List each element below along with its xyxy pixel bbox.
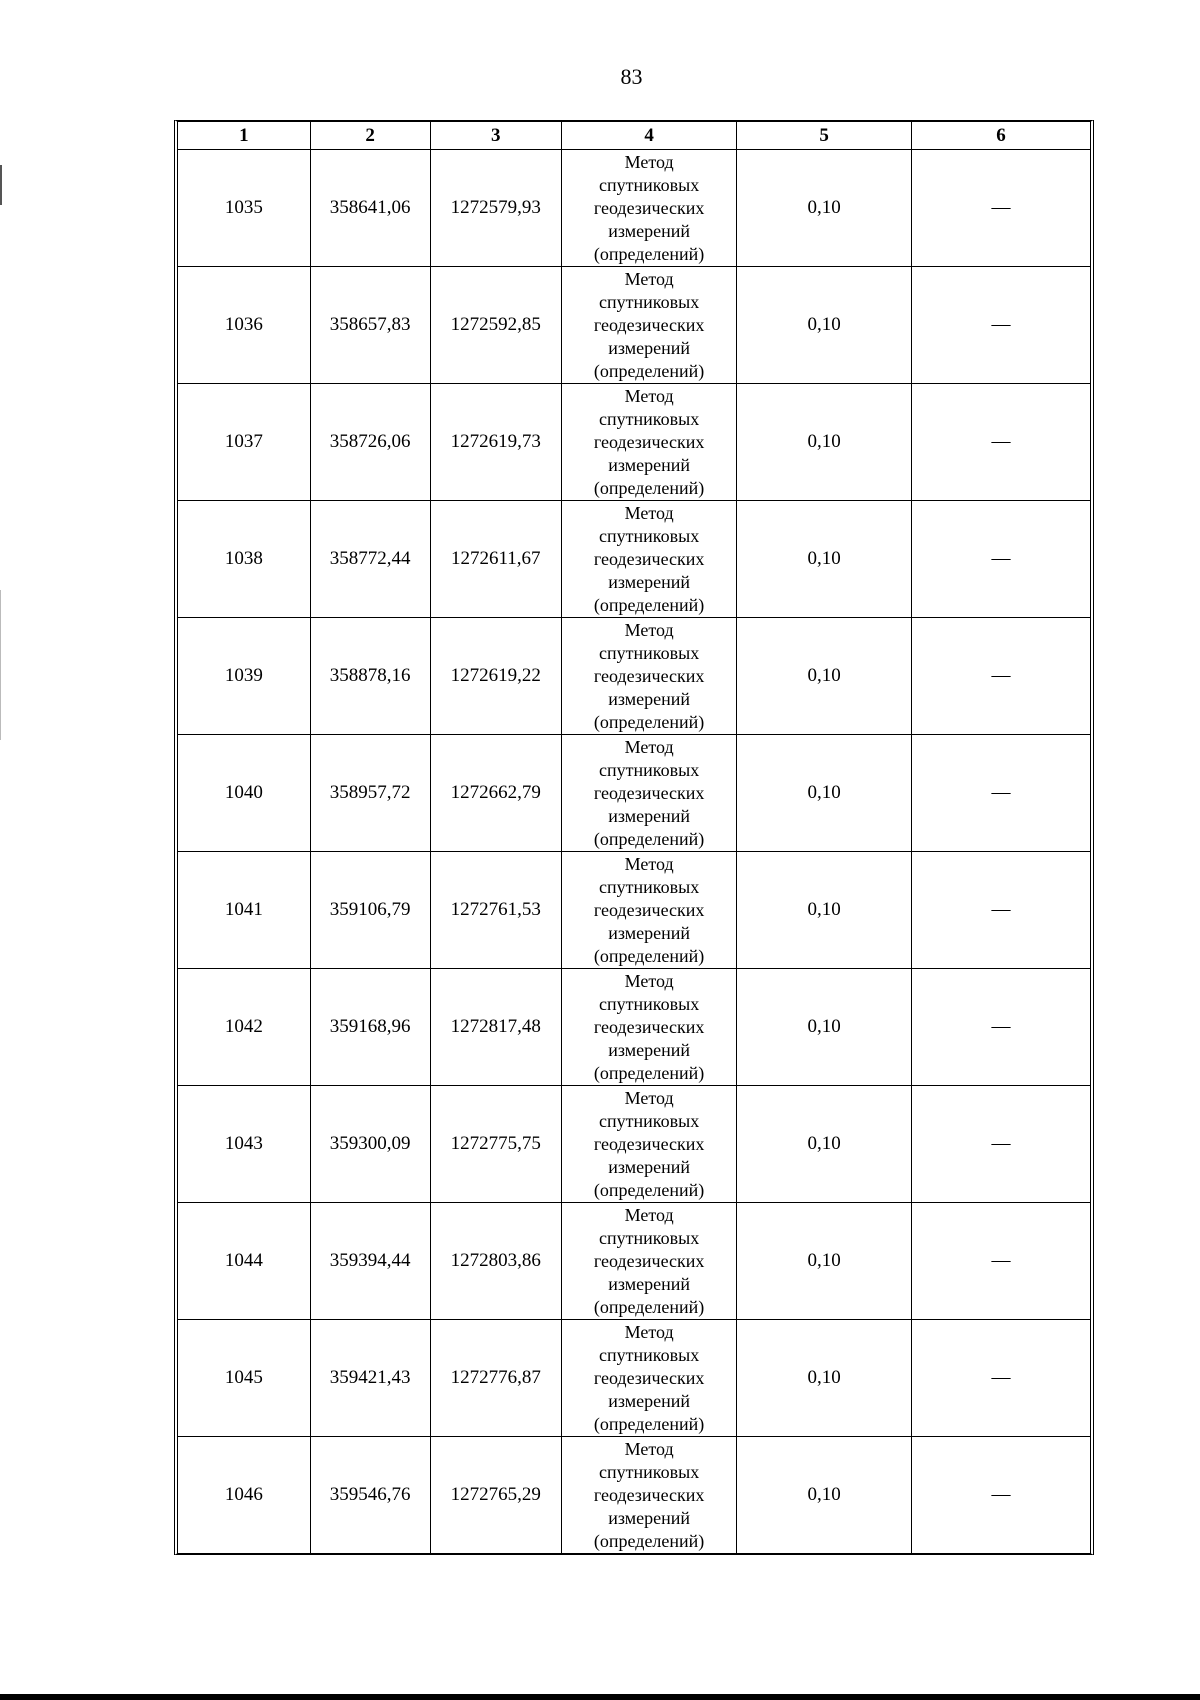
y-coordinate-cell: 1272619,22: [430, 618, 561, 735]
table-row: [178, 1203, 1090, 1320]
header-col-4: 4: [561, 122, 737, 150]
method-line: спутниковых: [599, 408, 700, 429]
accuracy-cell: 0,10: [737, 1320, 912, 1437]
method-line: измерений: [608, 571, 690, 592]
method-line: измерений: [608, 922, 690, 943]
x-coordinate-cell: 358957,72: [310, 735, 430, 852]
method-line: Метод: [624, 736, 674, 757]
method-line: (определений): [593, 1179, 705, 1200]
method-line: (определений): [593, 1296, 705, 1317]
method-line: измерений: [608, 220, 690, 241]
method-line: измерений: [608, 337, 690, 358]
x-coordinate-cell: 358772,44: [310, 501, 430, 618]
point-number-cell: 1046: [178, 1437, 310, 1554]
table-row: [178, 150, 1090, 267]
header-col-3: 3: [430, 122, 561, 150]
accuracy-cell: 0,10: [737, 852, 912, 969]
method-cell: [561, 969, 737, 1086]
accuracy-cell: 0,10: [737, 735, 912, 852]
note-cell: —: [911, 1320, 1090, 1437]
method-cell: [561, 1320, 737, 1437]
method-cell: [561, 852, 737, 969]
method-line: геодезических: [593, 1016, 705, 1037]
note-cell: —: [911, 1203, 1090, 1320]
accuracy-cell: 0,10: [737, 150, 912, 267]
method-line: Метод: [624, 268, 674, 289]
accuracy-cell: 0,10: [737, 969, 912, 1086]
x-coordinate-cell: 359421,43: [310, 1320, 430, 1437]
x-coordinate-cell: 359546,76: [310, 1437, 430, 1554]
table-row: [178, 267, 1090, 384]
accuracy-cell: 0,10: [737, 1437, 912, 1554]
method-line: спутниковых: [599, 993, 700, 1014]
method-cell: [561, 1086, 737, 1203]
method-line: измерений: [608, 805, 690, 826]
header-col-1: 1: [178, 122, 310, 150]
y-coordinate-cell: 1272761,53: [430, 852, 561, 969]
y-coordinate-cell: 1272817,48: [430, 969, 561, 1086]
accuracy-cell: 0,10: [737, 1086, 912, 1203]
table-row: [178, 1320, 1090, 1437]
note-cell: —: [911, 1086, 1090, 1203]
method-line: спутниковых: [599, 525, 700, 546]
point-number-cell: 1045: [178, 1320, 310, 1437]
point-number-cell: 1037: [178, 384, 310, 501]
method-cell: [561, 1203, 737, 1320]
table-row: [178, 735, 1090, 852]
method-line: (определений): [593, 1062, 705, 1083]
method-line: спутниковых: [599, 174, 700, 195]
method-line: измерений: [608, 1273, 690, 1294]
x-coordinate-cell: 359168,96: [310, 969, 430, 1086]
note-cell: —: [911, 852, 1090, 969]
accuracy-cell: 0,10: [737, 1203, 912, 1320]
method-line: геодезических: [593, 1133, 705, 1154]
method-line: измерений: [608, 1039, 690, 1060]
method-line: Метод: [624, 1321, 674, 1342]
note-cell: —: [911, 150, 1090, 267]
accuracy-cell: 0,10: [737, 267, 912, 384]
point-number-cell: 1041: [178, 852, 310, 969]
y-coordinate-cell: 1272775,75: [430, 1086, 561, 1203]
method-line: спутниковых: [599, 1110, 700, 1131]
method-cell: [561, 735, 737, 852]
method-line: спутниковых: [599, 876, 700, 897]
method-line: (определений): [593, 1530, 705, 1551]
y-coordinate-cell: 1272611,67: [430, 501, 561, 618]
method-line: геодезических: [593, 1250, 705, 1271]
x-coordinate-cell: 359106,79: [310, 852, 430, 969]
method-cell: [561, 618, 737, 735]
point-number-cell: 1035: [178, 150, 310, 267]
method-line: спутниковых: [599, 291, 700, 312]
method-line: Метод: [624, 853, 674, 874]
method-line: геодезических: [593, 314, 705, 335]
method-line: Метод: [624, 1438, 674, 1459]
method-line: спутниковых: [599, 1227, 700, 1248]
method-line: (определений): [593, 477, 705, 498]
y-coordinate-cell: 1272579,93: [430, 150, 561, 267]
method-line: (определений): [593, 594, 705, 615]
x-coordinate-cell: 358878,16: [310, 618, 430, 735]
x-coordinate-cell: 359300,09: [310, 1086, 430, 1203]
method-line: (определений): [593, 243, 705, 264]
table-row: [178, 1086, 1090, 1203]
method-line: геодезических: [593, 1367, 705, 1388]
method-line: Метод: [624, 970, 674, 991]
accuracy-cell: 0,10: [737, 384, 912, 501]
method-line: Метод: [624, 1204, 674, 1225]
note-cell: —: [911, 267, 1090, 384]
method-cell: [561, 1437, 737, 1554]
note-cell: —: [911, 501, 1090, 618]
coordinates-table-frame: [174, 120, 1094, 1555]
method-line: измерений: [608, 1390, 690, 1411]
point-number-cell: 1042: [178, 969, 310, 1086]
y-coordinate-cell: 1272662,79: [430, 735, 561, 852]
scan-edge-mark: [0, 165, 2, 205]
accuracy-cell: 0,10: [737, 618, 912, 735]
table-body: [178, 150, 1090, 1554]
method-line: Метод: [624, 619, 674, 640]
method-line: геодезических: [593, 899, 705, 920]
method-line: (определений): [593, 1413, 705, 1434]
x-coordinate-cell: 358641,06: [310, 150, 430, 267]
method-line: Метод: [624, 1087, 674, 1108]
method-line: измерений: [608, 688, 690, 709]
table-row: [178, 969, 1090, 1086]
header-col-2: 2: [310, 122, 430, 150]
scan-bottom-edge: [0, 1694, 1200, 1700]
table-row: [178, 1437, 1090, 1554]
header-col-5: 5: [737, 122, 912, 150]
scan-edge-mark: [0, 590, 1, 740]
method-line: (определений): [593, 828, 705, 849]
method-line: геодезических: [593, 782, 705, 803]
point-number-cell: 1039: [178, 618, 310, 735]
accuracy-cell: 0,10: [737, 501, 912, 618]
y-coordinate-cell: 1272592,85: [430, 267, 561, 384]
note-cell: —: [911, 384, 1090, 501]
method-cell: [561, 267, 737, 384]
coordinates-table: [178, 122, 1090, 1553]
method-line: геодезических: [593, 1484, 705, 1505]
note-cell: —: [911, 735, 1090, 852]
method-line: (определений): [593, 945, 705, 966]
table-row: [178, 384, 1090, 501]
method-line: измерений: [608, 1156, 690, 1177]
method-line: измерений: [608, 454, 690, 475]
method-line: спутниковых: [599, 642, 700, 663]
point-number-cell: 1043: [178, 1086, 310, 1203]
point-number-cell: 1044: [178, 1203, 310, 1320]
method-line: Метод: [624, 151, 674, 172]
point-number-cell: 1040: [178, 735, 310, 852]
method-line: (определений): [593, 360, 705, 381]
method-line: Метод: [624, 502, 674, 523]
method-cell: [561, 150, 737, 267]
header-row: [178, 122, 1090, 150]
note-cell: —: [911, 1437, 1090, 1554]
method-line: Метод: [624, 385, 674, 406]
page-number: 83: [620, 64, 643, 89]
point-number-cell: 1038: [178, 501, 310, 618]
y-coordinate-cell: 1272803,86: [430, 1203, 561, 1320]
table-row: [178, 501, 1090, 618]
method-line: спутниковых: [599, 1344, 700, 1365]
method-line: спутниковых: [599, 1461, 700, 1482]
method-cell: [561, 384, 737, 501]
method-line: спутниковых: [599, 759, 700, 780]
method-cell: [561, 501, 737, 618]
method-line: геодезических: [593, 548, 705, 569]
table-row: [178, 852, 1090, 969]
method-line: геодезических: [593, 665, 705, 686]
method-line: геодезических: [593, 197, 705, 218]
method-line: (определений): [593, 711, 705, 732]
x-coordinate-cell: 358726,06: [310, 384, 430, 501]
y-coordinate-cell: 1272765,29: [430, 1437, 561, 1554]
note-cell: —: [911, 618, 1090, 735]
note-cell: —: [911, 969, 1090, 1086]
y-coordinate-cell: 1272776,87: [430, 1320, 561, 1437]
x-coordinate-cell: 358657,83: [310, 267, 430, 384]
x-coordinate-cell: 359394,44: [310, 1203, 430, 1320]
point-number-cell: 1036: [178, 267, 310, 384]
method-line: измерений: [608, 1507, 690, 1528]
header-col-6: 6: [911, 122, 1090, 150]
table-row: [178, 618, 1090, 735]
method-line: геодезических: [593, 431, 705, 452]
y-coordinate-cell: 1272619,73: [430, 384, 561, 501]
